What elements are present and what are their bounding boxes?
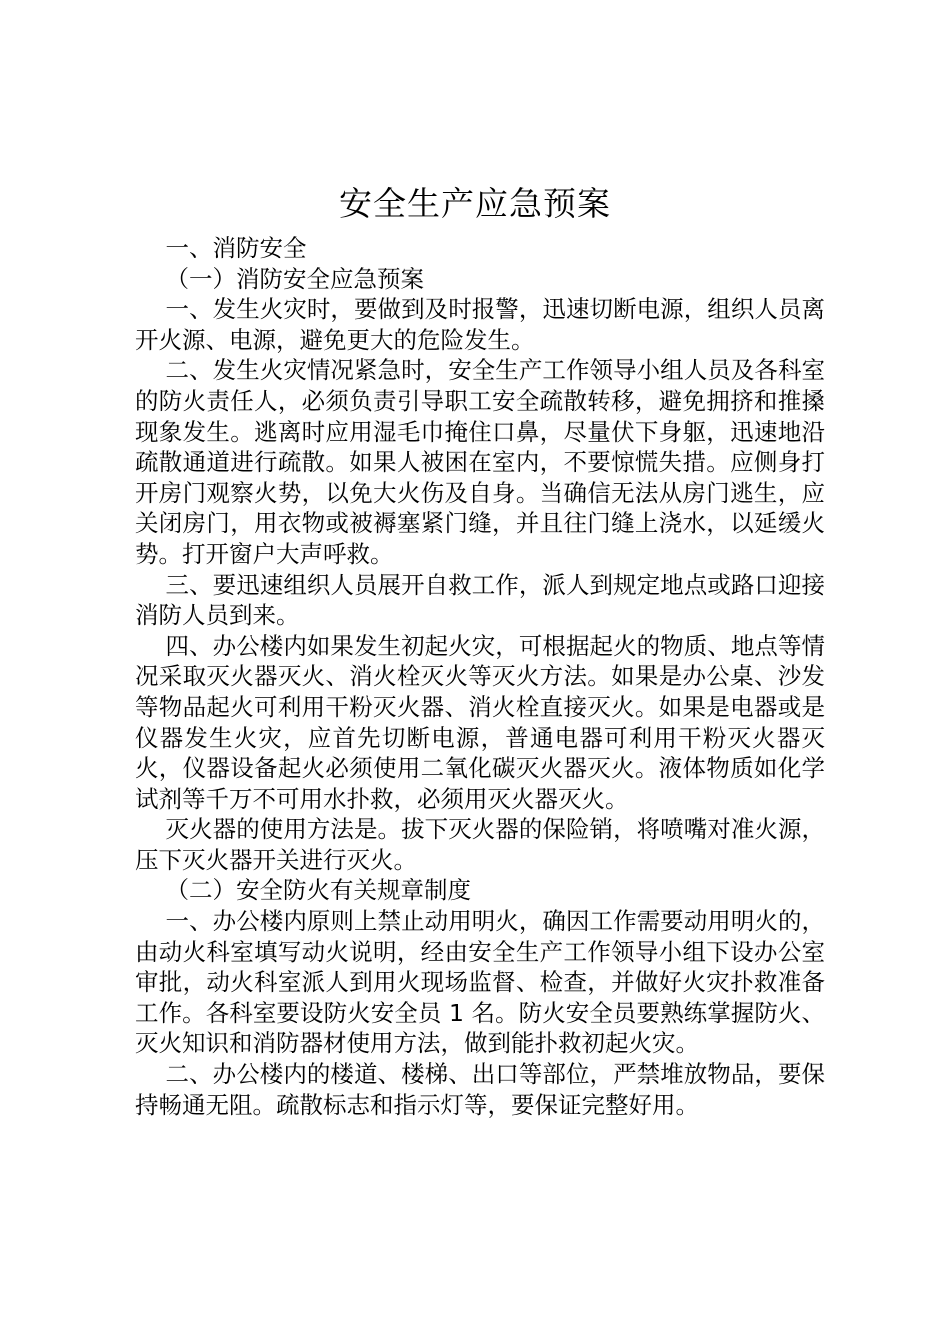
paragraph: 二、办公楼内的楼道、楼梯、出口等部位，严禁堆放物品，要保持畅通无阻。疏散标志和指示灯等，要保证完整好用。 [135,1060,825,1119]
paragraph: 二、发生火灾情况紧急时，安全生产工作领导小组人员及各科室的防火责任人，必须负责引导职工安全疏散转移，避免拥挤和推搡现象发生。逃离时应用湿毛巾掩住口鼻，尽量伏下身躯，迅速地沿疏散通道进行疏散。如果人被困在室内，不要惊慌失措。应侧身打开房门观察火势，以免大火伤及自身。当确信无法从房门逃生，应关闭房门，用衣物或被褥塞紧门缝，并且往门缝上浇水，以延缓火势。打开窗户大声呼救。 [135,356,825,568]
subsection-heading-regulations: （二）安全防火有关规章制度 [165,876,472,905]
document-title: 安全生产应急预案 [339,184,611,223]
paragraph: 四、办公楼内如果发生初起火灾，可根据起火的物质、地点等情况采取灭火器灭火、消火栓灭火等灭火方法。如果是办公桌、沙发等物品起火可利用干粉灭火器、消火栓直接灭火。如果是电器或是仪器发生火灾，应首先切断电源，普通电器可利用干粉灭火器灭火，仪器设备起火必须使用二氧化碳灭火器灭火。液体物质如化学试剂等千万不可用水扑救，必须用灭火器灭火。 [135,631,825,813]
paragraph: 一、发生火灾时，要做到及时报警，迅速切断电源，组织人员离开火源、电源，避免更大的危险发生。 [135,295,825,354]
document-body [135,233,825,1120]
paragraph: 三、要迅速组织人员展开自救工作，派人到规定地点或路口迎接消防人员到来。 [135,570,825,630]
section-heading-fire-safety: 一、消防安全 [165,234,307,262]
paragraph: 一、办公楼内原则上禁止动用明火，确因工作需要动用明火的，由动火科室填写动火说明，经由安全生产工作领导小组下设办公室审批，动火科室派人到用火现场监督、检查，并做好火灾扑救准备工作。各科室要设防火安全员 1 名。防火安全员要熟练掌握防火、灭火知识和消防器材使用方法，做到能扑救初起火灾。 [135,907,825,1058]
subsection-heading-emergency-plan: （一）消防安全应急预案 [165,264,425,293]
paragraph: 灭火器的使用方法是。拔下灭火器的保险销，将喷嘴对准火源，压下灭火器开关进行灭火。 [135,815,825,874]
